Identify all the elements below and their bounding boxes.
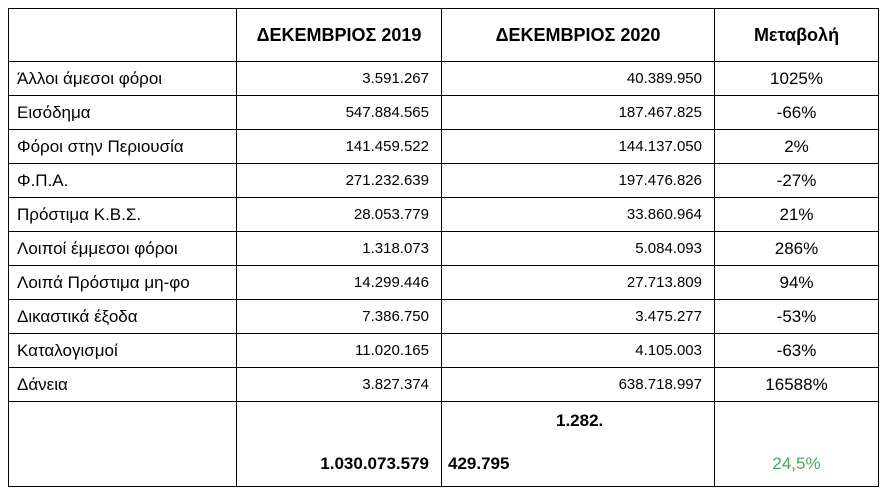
header-dec-2019: ΔΕΚΕΜΒΡΙΟΣ 2019 [237,9,442,62]
row-value-2020: 5.084.093 [442,232,715,266]
table-row [9,130,879,164]
header-label-cell [9,9,237,62]
row-value-2019: 14.299.446 [237,266,442,300]
row-change: -63% [715,334,879,368]
totals-label-cell [9,402,237,487]
row-label: Λοιποί έμμεσοι φόροι [9,232,237,266]
total-2020-cell [442,402,715,487]
row-value-2019: 3.591.267 [237,62,442,96]
row-change: -27% [715,164,879,198]
row-label: Πρόστιμα Κ.Β.Σ. [9,198,237,232]
row-value-2020: 187.467.825 [442,96,715,130]
table-row [9,198,879,232]
row-value-2020: 4.105.003 [442,334,715,368]
table-row [9,368,879,402]
row-label: Άλλοι άμεσοι φόροι [9,62,237,96]
row-label: Καταλογισμοί [9,334,237,368]
row-value-2020: 197.476.826 [442,164,715,198]
row-value-2019: 28.053.779 [237,198,442,232]
table-row [9,164,879,198]
row-value-2019: 1.318.073 [237,232,442,266]
header-dec-2020: ΔΕΚΕΜΒΡΙΟΣ 2020 [442,9,715,62]
row-value-2019: 141.459.522 [237,130,442,164]
row-value-2020: 144.137.050 [442,130,715,164]
row-value-2019: 7.386.750 [237,300,442,334]
table-row [9,334,879,368]
total-2020-part1: 1.282. [556,411,604,430]
table-row [9,96,879,130]
row-label: Φόροι στην Περιουσία [9,130,237,164]
header-change: Μεταβολή [715,9,879,62]
row-value-2020: 40.389.950 [442,62,715,96]
table-row [9,232,879,266]
row-label: Δάνεια [9,368,237,402]
header-row [9,9,879,62]
row-value-2019: 11.020.165 [237,334,442,368]
row-label: Φ.Π.Α. [9,164,237,198]
row-value-2020: 3.475.277 [442,300,715,334]
total-change: 24,5% [715,402,879,487]
totals-row [9,402,879,487]
total-2020-part2: 429.795 [448,454,510,473]
row-change: 1025% [715,62,879,96]
table-row [9,62,879,96]
row-value-2020: 27.713.809 [442,266,715,300]
row-change: 94% [715,266,879,300]
row-label: Εισόδημα [9,96,237,130]
row-change: 286% [715,232,879,266]
row-label: Δικαστικά έξοδα [9,300,237,334]
table-row [9,300,879,334]
row-label: Λοιπά Πρόστιμα μη-φο [9,266,237,300]
total-2019: 1.030.073.579 [237,402,442,487]
row-value-2020: 33.860.964 [442,198,715,232]
row-value-2019: 271.232.639 [237,164,442,198]
row-value-2019: 547.884.565 [237,96,442,130]
row-change: 2% [715,130,879,164]
row-value-2020: 638.718.997 [442,368,715,402]
row-change: -53% [715,300,879,334]
revenue-comparison-table [8,8,879,487]
row-change: -66% [715,96,879,130]
row-change: 21% [715,198,879,232]
row-change: 16588% [715,368,879,402]
row-value-2019: 3.827.374 [237,368,442,402]
table-row [9,266,879,300]
